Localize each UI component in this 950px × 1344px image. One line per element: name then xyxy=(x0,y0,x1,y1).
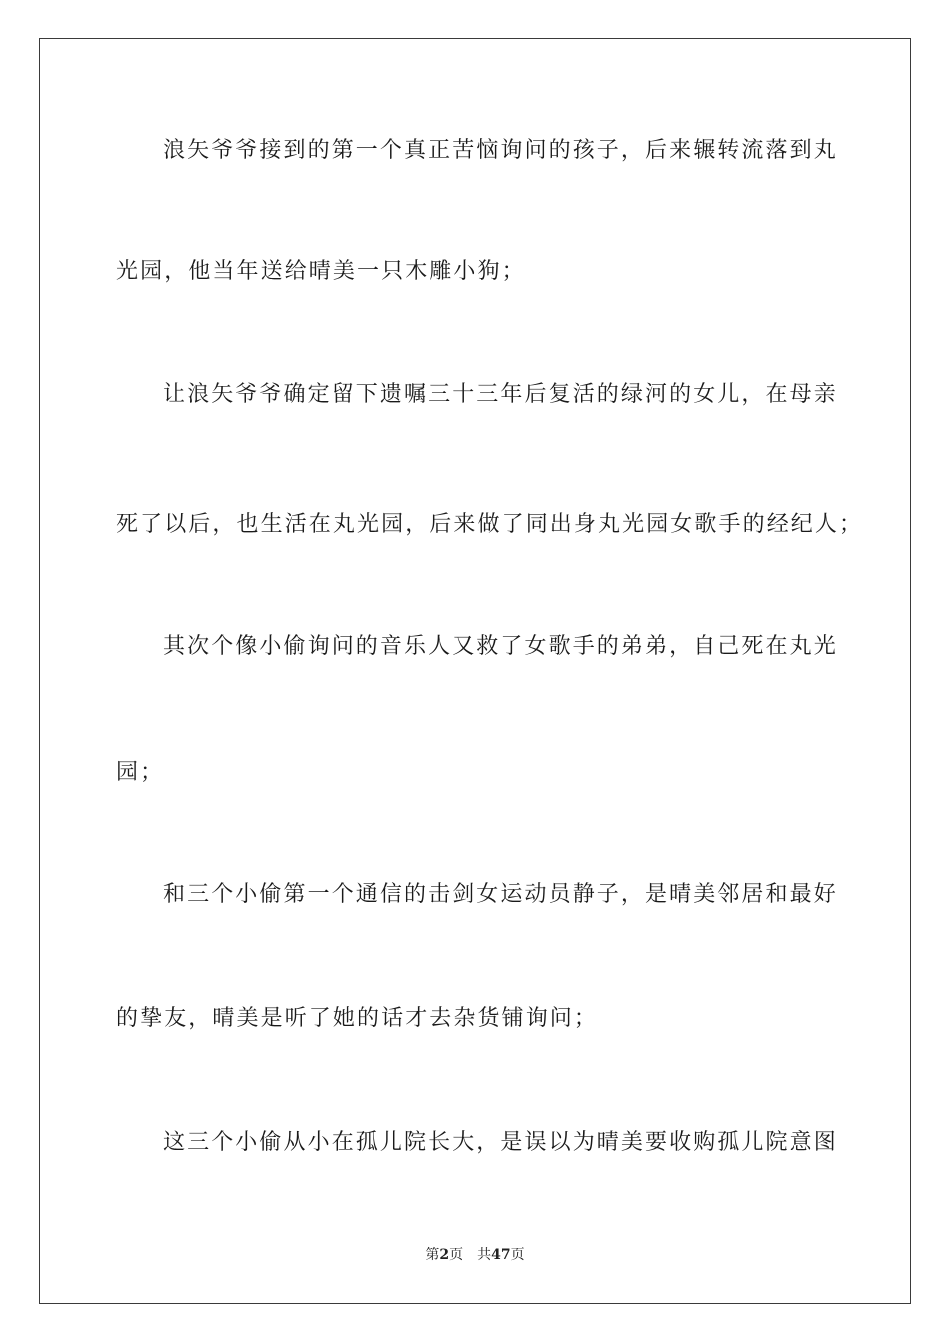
total-suffix: 页 xyxy=(510,1247,525,1263)
total-pages: 47 xyxy=(491,1247,511,1263)
page-border xyxy=(39,38,911,1304)
paragraph-line-5: 其次个像小偷询问的音乐人又救了女歌手的弟弟，自己死在丸光 xyxy=(163,634,838,659)
page-number: 2 xyxy=(439,1247,450,1263)
total-prefix: 共 xyxy=(477,1247,492,1263)
paragraph-line-7: 和三个小偷第一个通信的击剑女运动员静子，是晴美邻居和最好 xyxy=(163,882,838,907)
paragraph-line-6: 园； xyxy=(116,760,165,785)
page-prefix: 第 xyxy=(425,1247,440,1263)
paragraph-line-3: 让浪矢爷爷确定留下遗嘱三十三年后复活的绿河的女儿，在母亲 xyxy=(163,382,838,407)
paragraph-line-9: 这三个小偷从小在孤儿院长大，是误以为晴美要收购孤儿院意图 xyxy=(163,1130,838,1155)
page-suffix: 页 xyxy=(449,1247,464,1263)
paragraph-line-4: 死了以后，也生活在丸光园，后来做了同出身丸光园女歌手的经纪人； xyxy=(116,512,864,537)
paragraph-line-1: 浪矢爷爷接到的第一个真正苦恼询问的孩子，后来辗转流落到丸 xyxy=(163,138,838,163)
page-footer xyxy=(0,1245,950,1265)
paragraph-line-8: 的挚友，晴美是听了她的话才去杂货铺询问； xyxy=(116,1006,599,1031)
paragraph-line-2: 光园，他当年送给晴美一只木雕小狗； xyxy=(116,259,526,284)
